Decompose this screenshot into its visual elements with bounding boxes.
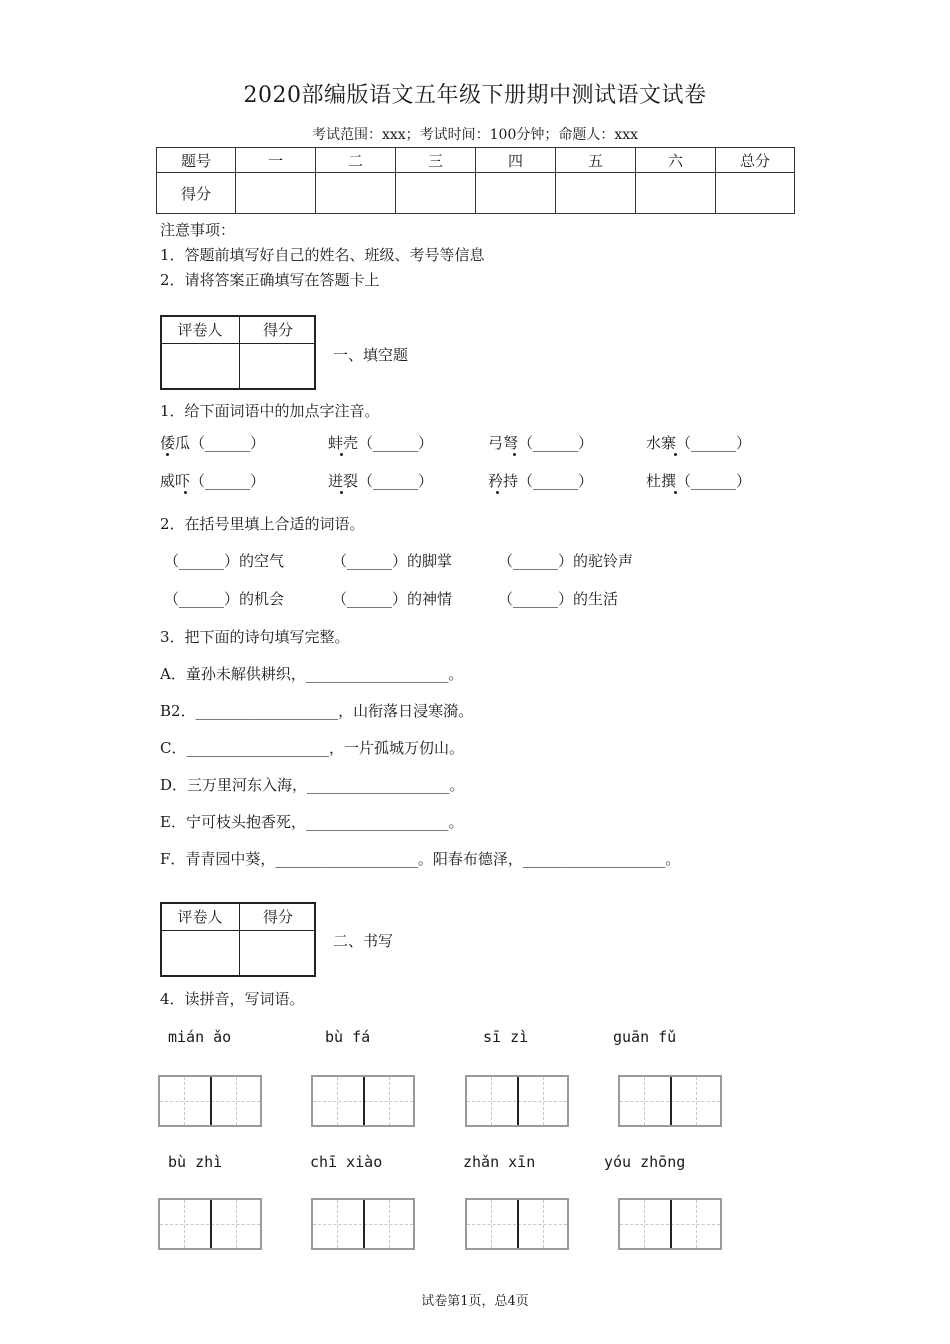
writing-grid[interactable]: [465, 1198, 569, 1250]
score-header-cell: 六: [636, 148, 716, 173]
emphasis-dot: [184, 491, 187, 494]
phonetic-item: 迸裂（______）: [328, 472, 434, 490]
writing-grid[interactable]: [158, 1198, 262, 1250]
score-header-cell: 一: [236, 148, 316, 173]
emphasis-dot: [166, 453, 169, 456]
exam-subtitle: 考试范围：xxx；考试时间：100分钟；命题人：xxx: [311, 127, 639, 143]
score-header-cell: 三: [396, 148, 476, 173]
phonetic-item: 倭瓜（______）: [160, 434, 266, 452]
score-cell[interactable]: [716, 173, 795, 214]
emphasis-dot: [674, 453, 677, 456]
score-cell[interactable]: [556, 173, 636, 214]
writing-grid[interactable]: [158, 1075, 262, 1127]
score-header-cell: 二: [316, 148, 396, 173]
fill-item: （______）的脚掌: [332, 552, 453, 570]
poem-line: F．青青园中葵，___________________。阳春布德泽，___________________。: [160, 850, 681, 868]
score-label: 得分: [262, 908, 293, 926]
writing-grid[interactable]: [618, 1198, 722, 1250]
question-prompt: 4．读拼音，写词语。: [160, 990, 305, 1008]
phonetic-item: 杜撰（______）: [646, 472, 752, 490]
fill-item: （______）的机会: [164, 590, 285, 608]
pinyin-label: zhǎn xīn: [463, 1153, 536, 1171]
score-header-cell: 题号: [157, 148, 236, 173]
page-footer: 试卷第1页，总4页: [421, 1294, 529, 1309]
pinyin-label: bù fá: [325, 1028, 371, 1046]
score-table-header-row: [157, 148, 795, 173]
phonetic-item: 弓弩（______）: [488, 434, 594, 452]
score-header-cell: 四: [476, 148, 556, 173]
score-cell[interactable]: [396, 173, 476, 214]
phonetic-item: 蚌壳（______）: [328, 434, 434, 452]
section-heading: 一、填空题: [333, 346, 409, 364]
phonetic-item: 威吓（______）: [160, 472, 266, 490]
writing-grid[interactable]: [311, 1075, 415, 1127]
emphasis-dot: [340, 491, 343, 494]
grader-label: 评卷人: [177, 321, 223, 339]
poem-line: D．三万里河东入海，___________________。: [160, 776, 465, 794]
note-item: 1．答题前填写好自己的姓名、班级、考号等信息: [160, 246, 485, 264]
writing-grid[interactable]: [618, 1075, 722, 1127]
score-cell[interactable]: [476, 173, 556, 214]
score-header-cell: 总分: [716, 148, 795, 173]
question-prompt: 3．把下面的诗句填写完整。: [160, 628, 350, 646]
score-table: [156, 147, 795, 214]
fill-item: （______）的神情: [332, 590, 453, 608]
pinyin-label: bù zhì: [168, 1153, 223, 1171]
score-cell[interactable]: [636, 173, 716, 214]
pinyin-label: guān fǔ: [613, 1028, 677, 1046]
pinyin-label: yóu zhōng: [604, 1153, 686, 1171]
section-heading: 二、书写: [333, 932, 394, 950]
poem-line: C．___________________，一片孤城万仞山。: [160, 739, 464, 757]
grader-box: [160, 315, 316, 390]
score-header-cell: 五: [556, 148, 636, 173]
notes-heading: 注意事项：: [160, 221, 236, 239]
fill-item: （______）的空气: [164, 552, 285, 570]
note-item: 2．请将答案正确填写在答题卡上: [160, 271, 380, 289]
emphasis-dot: [674, 491, 677, 494]
score-cell[interactable]: [236, 173, 316, 214]
phonetic-item: 矜持（______）: [488, 472, 594, 490]
score-cell[interactable]: [316, 173, 396, 214]
grader-label: 评卷人: [177, 908, 223, 926]
score-label: 得分: [262, 321, 293, 339]
question-prompt: 1．给下面词语中的加点字注音。: [160, 402, 380, 420]
poem-line: B2．___________________，山衔落日浸寒漪。: [160, 702, 474, 720]
writing-grid[interactable]: [311, 1198, 415, 1250]
poem-line: E．宁可枝头抱香死，___________________。: [160, 813, 464, 831]
grader-box: [160, 902, 316, 977]
emphasis-dot: [496, 491, 499, 494]
pinyin-label: mián ǎo: [168, 1028, 232, 1046]
pinyin-label: sī zì: [483, 1028, 529, 1046]
writing-grid[interactable]: [465, 1075, 569, 1127]
phonetic-item: 水寨（______）: [646, 434, 752, 452]
score-table-score-row: [157, 173, 795, 214]
question-prompt: 2．在括号里填上合适的词语。: [160, 515, 365, 533]
emphasis-dot: [340, 453, 343, 456]
fill-item: （______）的生活: [498, 590, 619, 608]
exam-title: 2020部编版语文五年级下册期中测试语文试卷: [243, 83, 707, 108]
fill-item: （______）的驼铃声: [498, 552, 634, 570]
poem-line: A．童孙未解供耕织，___________________。: [160, 665, 464, 683]
score-row-label: 得分: [157, 173, 236, 214]
emphasis-dot: [513, 453, 516, 456]
pinyin-label: chī xiào: [310, 1153, 383, 1171]
